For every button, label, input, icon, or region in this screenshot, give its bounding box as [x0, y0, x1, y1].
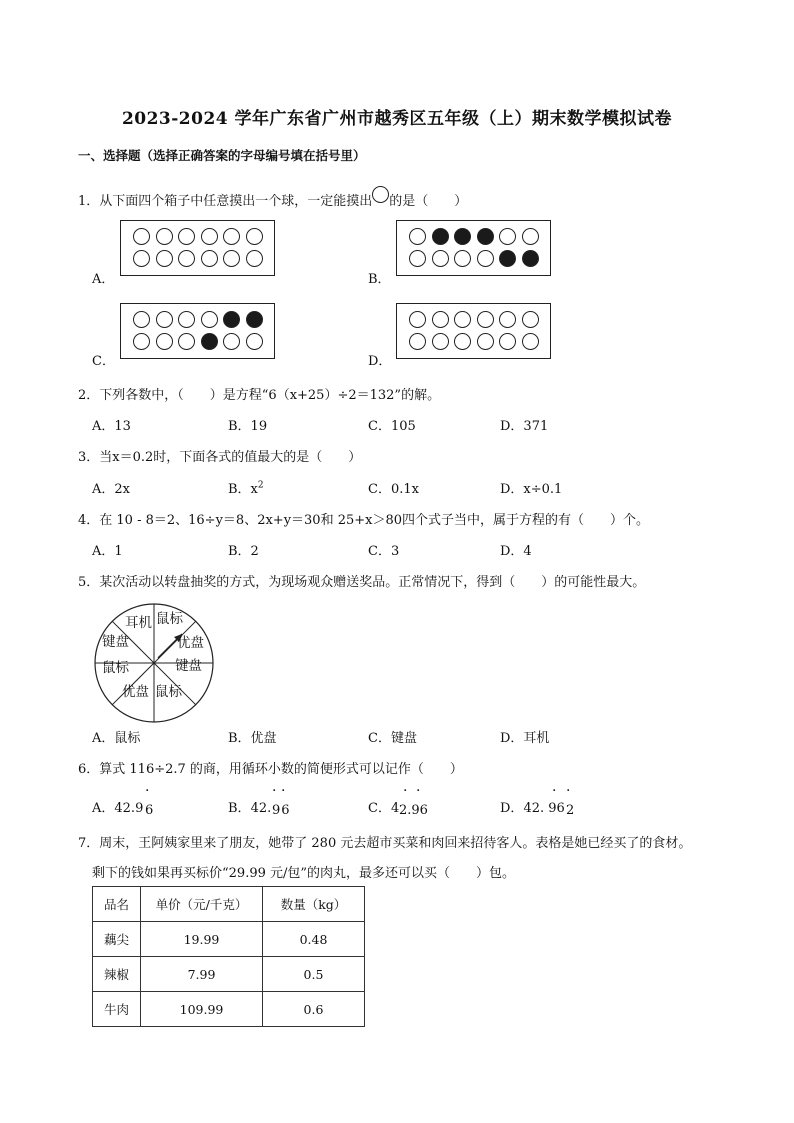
question-4-text: 4．在 10 - 8＝2、16÷y＝8、2x+y＝30和 25+x＞80四个式子当中，属于方程的有（ ）个。 [78, 513, 650, 528]
white-ball [223, 250, 240, 267]
q6-option-d-value: 42. 96 [523, 801, 565, 816]
q2-option-d: D．371 [500, 419, 549, 434]
wheel-label: 优盘 [122, 684, 149, 700]
question-1-text: 1．从下面四个箱子中任意摸出一个球，一定能摸出 [78, 194, 373, 209]
q6-option-d-repeating: 2 [566, 803, 575, 818]
q6-option-c [368, 797, 399, 816]
table-row [93, 992, 365, 1027]
wheel-label: 鼠标 [102, 660, 129, 676]
exponent: 2 [257, 480, 264, 491]
black-ball [223, 311, 240, 328]
option-b-label: B． [368, 272, 391, 287]
question-6-text: 6．算式 116÷2.7 的商，用循环小数的简便形式可以记作（ ） [78, 762, 463, 777]
option-c-label: C． [92, 354, 115, 369]
q3-option-a: A．2x [92, 482, 130, 497]
table-row [93, 957, 365, 992]
white-ball [432, 250, 449, 267]
wheel-label: 优盘 [177, 635, 204, 651]
white-ball [133, 311, 150, 328]
white-ball [499, 333, 516, 350]
white-ball [223, 228, 240, 245]
black-ball [201, 333, 218, 350]
white-ball [409, 250, 426, 267]
black-ball [432, 228, 449, 245]
repeat-dot-icon: · [145, 783, 150, 799]
white-ball [499, 311, 516, 328]
question-7-text: 7．周末，王阿姨家里来了朋友，她带了 280 元去超市买菜和肉回来招待客人。表格是她已经买了的食材。 [78, 836, 692, 851]
q5-option-d: D．耳机 [500, 731, 550, 746]
table-header: 数量（kg） [263, 887, 365, 922]
q6-option-b [228, 797, 271, 816]
table-cell: 藕尖 [93, 922, 141, 957]
white-ball [409, 333, 426, 350]
q6-option-c-label: C． [368, 801, 391, 816]
q4-option-c: C．3 [368, 544, 400, 559]
section-heading: 一、选择题（选择正确答案的字母编号填在括号里） [78, 148, 366, 163]
table-cell: 0.6 [263, 992, 365, 1027]
wheel-label: 键盘 [102, 634, 129, 650]
repeat-dot-icon: · [552, 783, 557, 799]
white-ball [156, 311, 173, 328]
wheel-label: 耳机 [125, 615, 152, 631]
white-ball [499, 228, 516, 245]
box-d [396, 303, 551, 359]
white-ball [201, 311, 218, 328]
q5-option-c: C．键盘 [368, 731, 417, 746]
q6-option-d [500, 797, 565, 816]
white-ball [409, 228, 426, 245]
wheel-label: 键盘 [175, 658, 202, 674]
table-cell: 辣椒 [93, 957, 141, 992]
black-ball [454, 228, 471, 245]
black-ball [522, 250, 539, 267]
q3-option-b-text: B．x [228, 482, 258, 497]
q3-option-b [228, 478, 264, 497]
question-5-text: 5．某次活动以转盘抽奖的方式，为现场观众赠送奖品。正常情况下，得到（ ）的可能性最大。 [78, 575, 646, 590]
table-cell: 7.99 [141, 957, 263, 992]
white-ball [246, 250, 263, 267]
white-ball [156, 228, 173, 245]
white-ball [178, 311, 195, 328]
white-ball [522, 228, 539, 245]
wheel-label: 鼠标 [156, 611, 183, 627]
q6-option-b-value: 42. [250, 801, 272, 816]
black-ball [246, 311, 263, 328]
white-ball [432, 333, 449, 350]
white-ball [454, 333, 471, 350]
white-ball [454, 311, 471, 328]
box-b [396, 220, 551, 276]
repeat-dot-icon: · [566, 783, 571, 799]
option-d-label: D． [368, 354, 392, 369]
white-ball [477, 250, 494, 267]
white-ball [201, 228, 218, 245]
table-header: 品名 [93, 887, 141, 922]
repeat-dot-icon: · [403, 783, 408, 799]
white-ball [201, 250, 218, 267]
q4-option-b: B．2 [228, 544, 259, 559]
question-1-text-end: 的是（ ） [389, 194, 468, 209]
table-header-row [93, 887, 365, 922]
wheel-label: 鼠标 [155, 684, 182, 700]
table-header: 单价（元/千克） [141, 887, 263, 922]
white-ball [246, 228, 263, 245]
white-ball [522, 333, 539, 350]
white-ball [156, 333, 173, 350]
white-ball [178, 250, 195, 267]
q6-option-d-label: D． [500, 801, 524, 816]
question-7-text-2: 剩下的钱如果再买标价“29.99 元/包”的肉丸，最多还可以买（ ）包。 [92, 866, 516, 881]
table-cell: 19.99 [141, 922, 263, 957]
q6-option-b-repeating: 96 [272, 803, 291, 818]
q5-option-a: A．鼠标 [92, 731, 141, 746]
q4-option-d: D．4 [500, 544, 532, 559]
white-ball [223, 333, 240, 350]
q5-option-b: B．优盘 [228, 731, 277, 746]
white-ball [409, 311, 426, 328]
q2-option-a: A．13 [92, 419, 131, 434]
table-cell: 0.5 [263, 957, 365, 992]
repeat-dot-icon: · [272, 783, 277, 799]
ingredients-table [92, 886, 365, 1027]
question-3-text: 3．当x＝0.2时，下面各式的值最大的是（ ） [78, 450, 362, 465]
white-ball [178, 333, 195, 350]
white-ball [178, 228, 195, 245]
white-ball [477, 311, 494, 328]
table-cell: 109.99 [141, 992, 263, 1027]
q6-option-c-value: 4 [390, 801, 400, 816]
q6-option-a-value: 42.9 [114, 801, 144, 816]
q6-option-a [92, 797, 143, 816]
white-ball [133, 250, 150, 267]
table-row [93, 922, 365, 957]
white-ball [522, 311, 539, 328]
q3-option-d: D．x÷0.1 [500, 482, 563, 497]
option-a-label: A． [92, 272, 115, 287]
box-a [120, 220, 275, 276]
white-ball-icon [372, 186, 389, 203]
repeat-dot-icon: · [416, 783, 421, 799]
question-1 [78, 186, 467, 209]
q3-option-c: C．0.1x [368, 482, 419, 497]
white-ball [454, 250, 471, 267]
q6-option-a-repeating: 6 [145, 803, 154, 818]
white-ball [133, 333, 150, 350]
prize-wheel [92, 600, 216, 724]
black-ball [477, 228, 494, 245]
q4-option-a: A．1 [92, 544, 123, 559]
white-ball [133, 228, 150, 245]
q6-option-a-label: A． [92, 801, 115, 816]
white-ball [246, 333, 263, 350]
repeat-dot-icon: · [281, 783, 286, 799]
table-cell: 牛肉 [93, 992, 141, 1027]
white-ball [156, 250, 173, 267]
box-c [120, 303, 275, 359]
q2-option-b: B．19 [228, 419, 268, 434]
table-cell: 0.48 [263, 922, 365, 957]
white-ball [477, 333, 494, 350]
q6-option-c-repeating: 2.96 [399, 803, 428, 818]
page-title: 2023-2024 学年广东省广州市越秀区五年级（上）期末数学模拟试卷 [121, 109, 673, 129]
question-2-text: 2．下列各数中，（ ）是方程“6（x+25）÷2＝132”的解。 [78, 388, 441, 403]
q6-option-b-label: B． [228, 801, 251, 816]
black-ball [499, 250, 516, 267]
white-ball [432, 311, 449, 328]
q2-option-c: C．105 [368, 419, 416, 434]
